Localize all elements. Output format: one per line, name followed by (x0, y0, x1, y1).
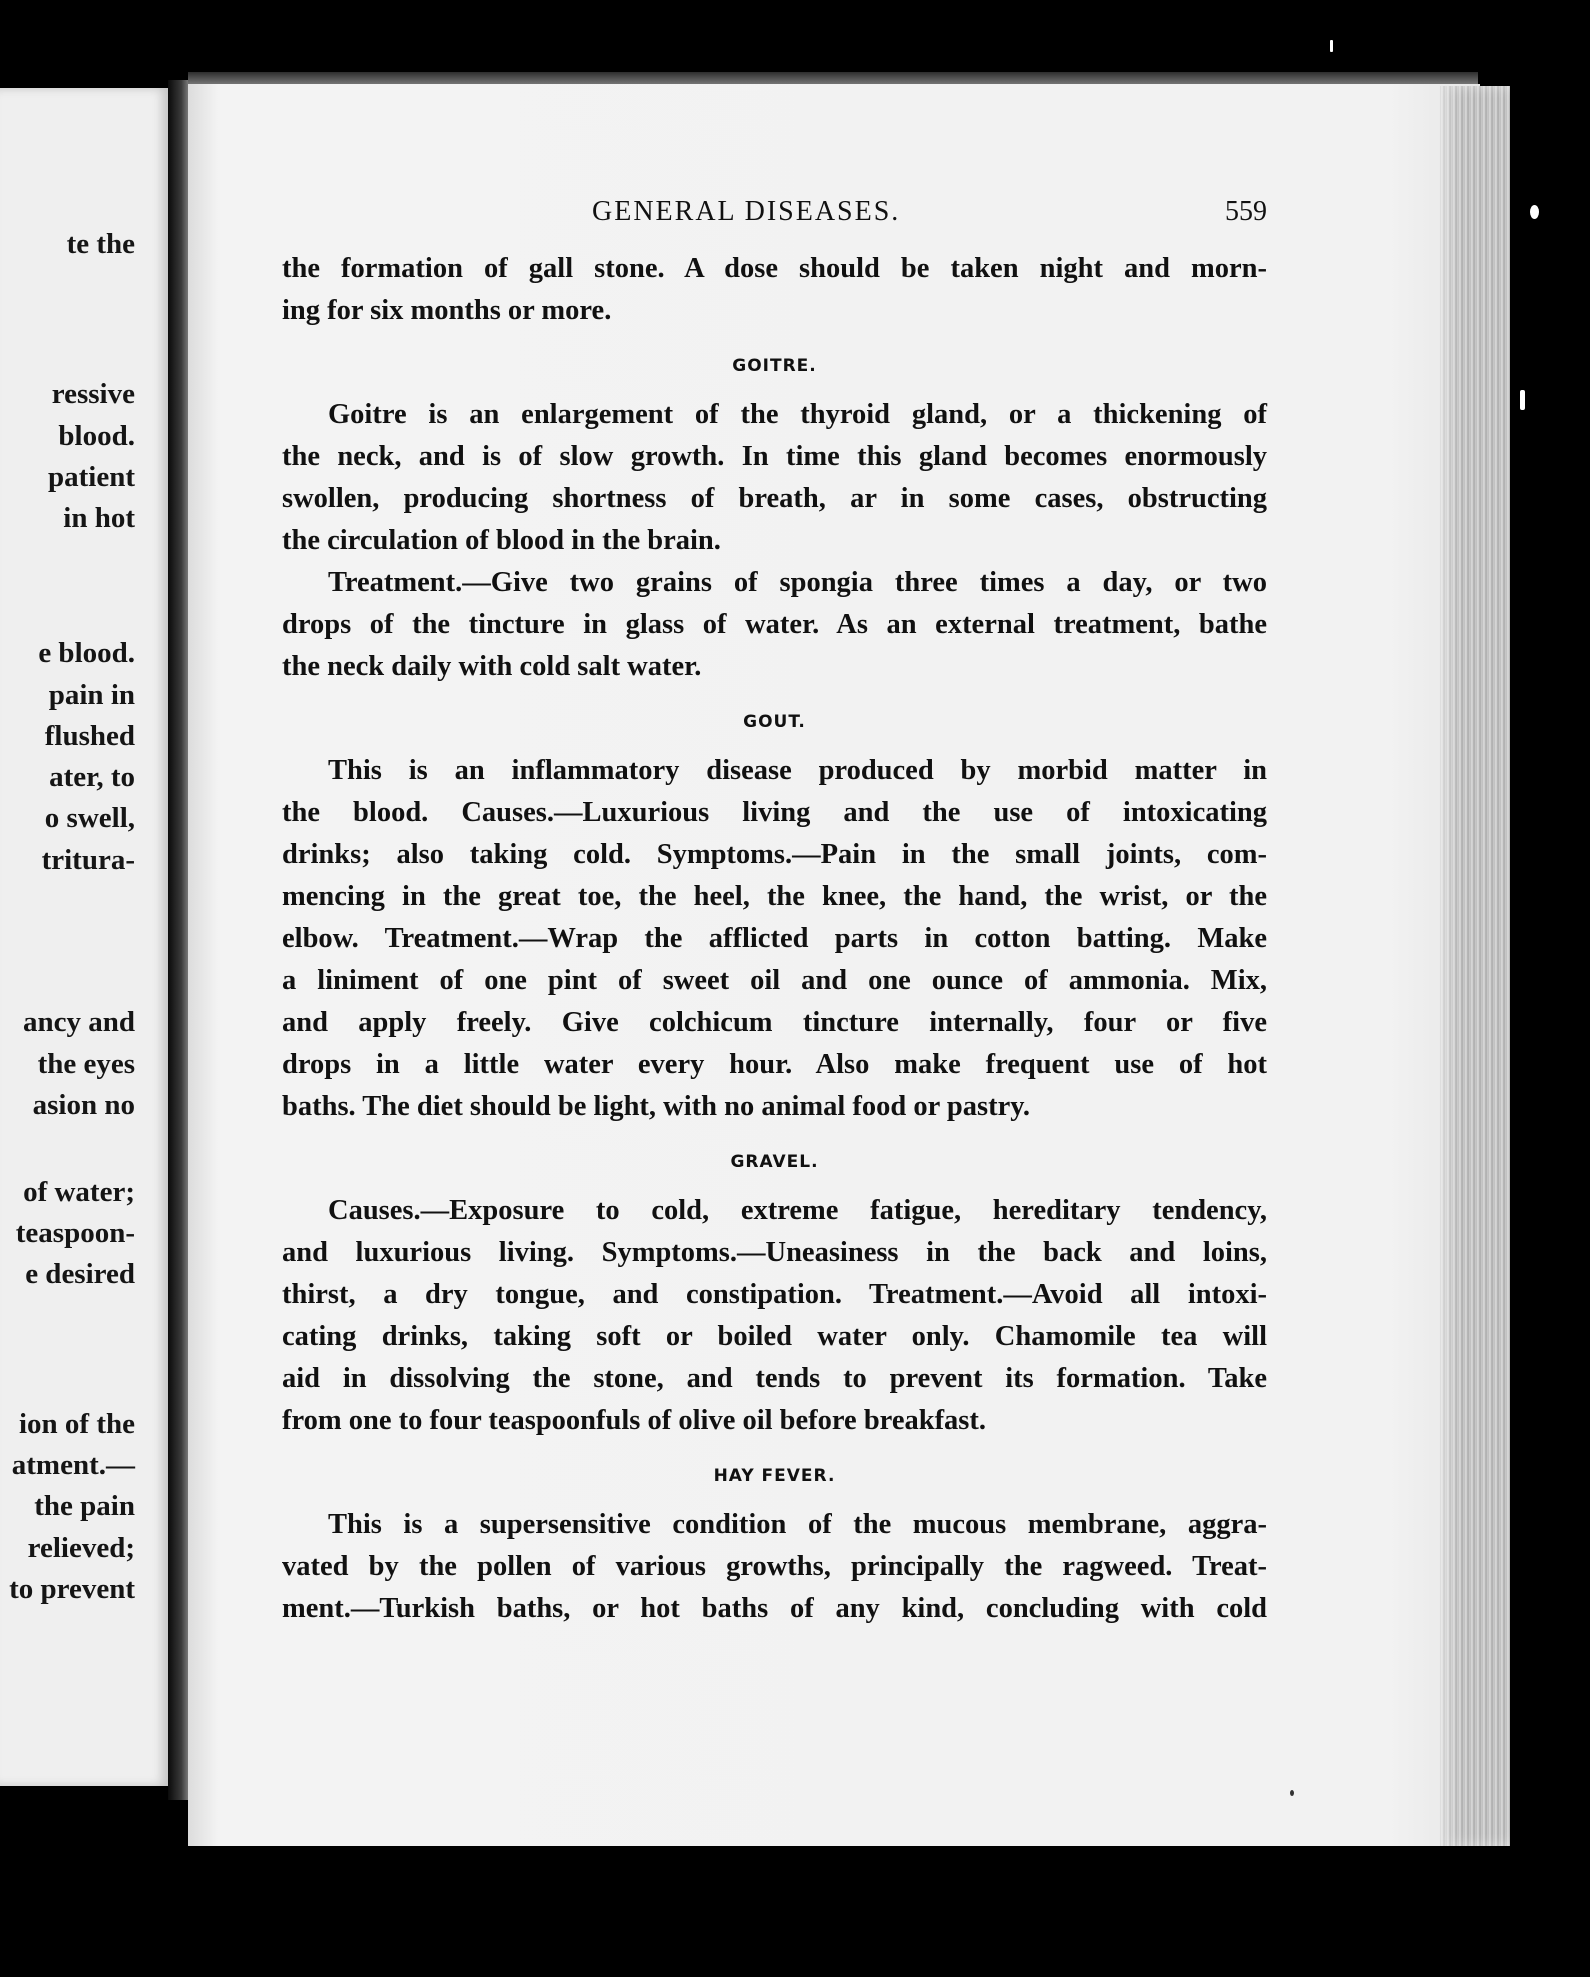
dust-speck (1330, 40, 1333, 52)
section-heading-hay-fever: HAY FEVER. (713, 1466, 836, 1486)
goitre-paragraph (282, 394, 1267, 562)
left-page-line: ancy and (22, 1006, 135, 1038)
section-heading-gout: GOUT. (743, 712, 806, 732)
book-gutter (168, 80, 190, 1800)
left-page-line: in hot (63, 502, 135, 534)
text-line: the formation of gall stone. A dose should be taken night and morn- (282, 253, 1267, 284)
left-page-line: e blood. (38, 637, 135, 669)
left-page-line: to prevent (9, 1573, 135, 1605)
text-line: the neck, and is of slow growth. In time this gland becomes enormously (282, 441, 1267, 472)
dust-speck (1530, 205, 1539, 219)
text-line: ing for six months or more. (282, 295, 612, 326)
left-page-line: ater, to (49, 761, 135, 793)
text-line: drops in a little water every hour. Also make frequent use of hot (282, 1049, 1267, 1080)
left-page-line: te the (66, 228, 135, 260)
text-line: a liniment of one pint of sweet oil and one ounce of ammonia. Mix, (282, 965, 1267, 996)
dust-speck (1290, 1790, 1294, 1796)
text-line: and luxurious living. Symptoms.—Uneasiness in the back and loins, (282, 1237, 1267, 1268)
text-line: Goitre is an enlargement of the thyroid gland, or a thickening of (328, 399, 1267, 430)
left-page-line: e desired (25, 1258, 135, 1290)
running-title: GENERAL DISEASES. (592, 196, 901, 227)
left-page-line: blood. (58, 420, 135, 452)
left-page-line: pain in (48, 679, 135, 711)
text-line: aid in dissolving the stone, and tends to prevent its formation. Take (282, 1363, 1267, 1394)
left-facing-page (0, 88, 170, 1786)
text-line: drinks; also taking cold. Symptoms.—Pain in the small joints, com- (282, 839, 1267, 870)
text-line: and apply freely. Give colchicum tincture internally, four or five (282, 1007, 1267, 1038)
page-content (282, 196, 1267, 1630)
left-page-line: teaspoon- (15, 1217, 135, 1249)
text-line: drops of the tincture in glass of water. As an external treatment, bathe (282, 609, 1267, 640)
left-page-line: asion no (32, 1089, 135, 1121)
text-line: Causes.—Exposure to cold, extreme fatigue, hereditary tendency, (328, 1195, 1267, 1226)
left-page-line: relieved; (27, 1532, 135, 1564)
text-line: This is a supersensitive condition of the mucous membrane, aggra- (328, 1509, 1267, 1540)
text-line: cating drinks, taking soft or boiled water only. Chamomile tea will (282, 1321, 1267, 1352)
gravel-paragraph (282, 1190, 1267, 1442)
dust-speck (1520, 390, 1525, 410)
text-line: This is an inflammatory disease produced by morbid matter in (328, 755, 1267, 786)
text-line: vated by the pollen of various growths, principally the ragweed. Treat- (282, 1551, 1267, 1582)
left-page-line: ressive (51, 378, 135, 410)
intro-paragraph (282, 248, 1267, 332)
hay-fever-paragraph (282, 1504, 1267, 1630)
text-line: Treatment.—Give two grains of spongia three times a day, or two (328, 567, 1267, 598)
page-stack-edge (1440, 86, 1510, 1846)
goitre-treatment-paragraph (282, 562, 1267, 688)
text-line: baths. The diet should be light, with no animal food or pastry. (282, 1091, 1031, 1122)
left-page-line: o swell, (44, 802, 135, 834)
left-page-line: the pain (34, 1490, 135, 1522)
page-number: 559 (1225, 196, 1267, 227)
left-page-line: of water; (23, 1176, 135, 1208)
text-line: from one to four teaspoonfuls of olive oil before breakfast. (282, 1405, 987, 1436)
text-line: the neck daily with cold salt water. (282, 651, 702, 682)
text-line: the circulation of blood in the brain. (282, 525, 721, 556)
text-line: thirst, a dry tongue, and constipation. Treatment.—Avoid all intoxi- (282, 1279, 1267, 1310)
text-line: the blood. Causes.—Luxurious living and the use of intoxicating (282, 797, 1267, 828)
section-heading-goitre: GOITRE. (732, 356, 817, 376)
gout-paragraph (282, 750, 1267, 1128)
left-page-line: patient (48, 461, 135, 493)
text-line: swollen, producing shortness of breath, ar in some cases, obstructing (282, 483, 1267, 514)
left-page-line: the eyes (37, 1048, 135, 1080)
left-page-line: atment.— (11, 1449, 135, 1481)
running-head (282, 196, 1267, 236)
left-page-line: ion of the (19, 1408, 135, 1440)
text-line: ment.—Turkish baths, or hot baths of any kind, concluding with cold (282, 1593, 1267, 1624)
left-page-line: tritura- (41, 844, 135, 876)
section-heading-gravel: GRAVEL. (730, 1152, 819, 1172)
text-line: elbow. Treatment.—Wrap the afflicted parts in cotton batting. Make (282, 923, 1267, 954)
left-page-line: flushed (44, 720, 135, 752)
text-line: mencing in the great toe, the heel, the knee, the hand, the wrist, or the (282, 881, 1267, 912)
